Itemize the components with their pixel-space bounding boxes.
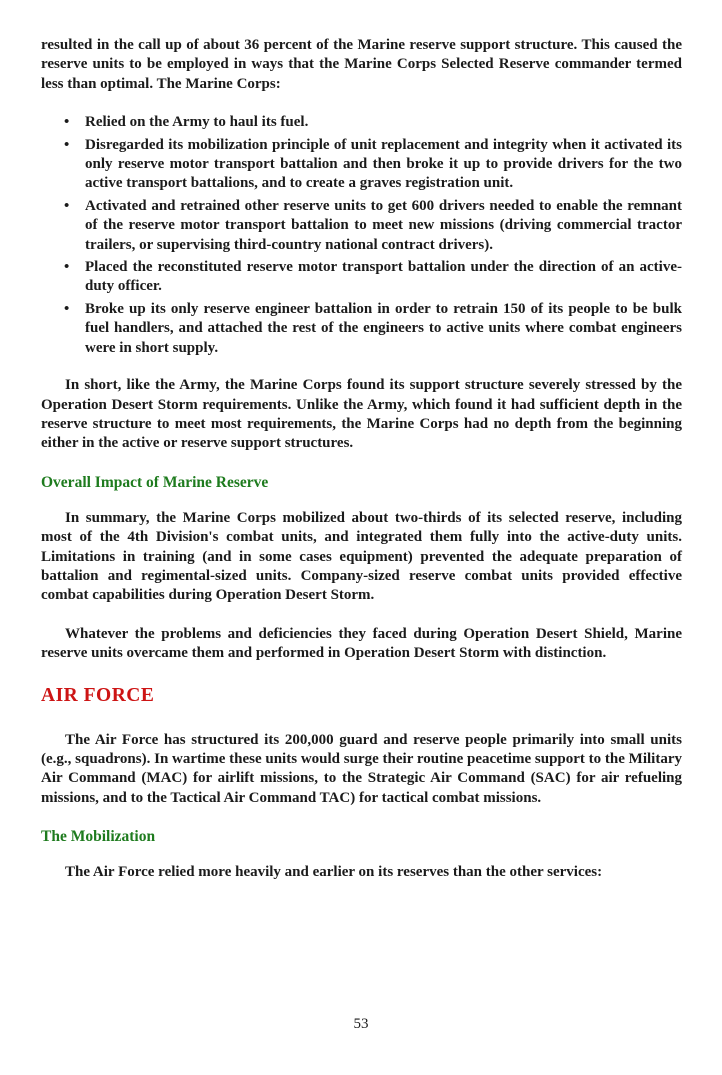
continuation-paragraph: resulted in the call up of about 36 percent of the Marine reserve support structure. This caused the reserve units to be employed in ways that the Marine Corps Selected Reserve commander termed less than optimal. The Marine Corps: [41, 37, 682, 92]
closing-paragraph: In short, like the Army, the Marine Corps found its support structure severely stressed by the Operation Desert Storm requirements. Unlike the Army, which found it had sufficient depth in the reserve structure to meet most requirements, the Marine Corps had no depth from the beginning either in the active or reserve support structures. [41, 377, 682, 452]
list-item: • Activated and retrained other reserve units to get 600 drivers needed to enable the remnant of the reserve motor transport battalion to meet new missions (driving commercial tractor trailers, or supervising third-country national contract drivers). [41, 197, 682, 255]
impact-paragraph: In summary, the Marine Corps mobilized about two-thirds of its selected reserve, including most of the 4th Division's combat units, and integrated them fully into the active-duty units. Limitations in training (and in some cases equipment) prevented the adequate preparation of battalion and regimental-sized units. Company-sized reserve combat units provided effective combat capabilities during Operation Desert Storm. [41, 509, 682, 604]
air-force-paragraph: The Air Force has structured its 200,000 guard and reserve people primarily into small units (e.g., squadrons). In wartime these units would surge their routine peacetime support to the Military Air Command (MAC) for airlift missions, to the Strategic Air Command (SAC) for air refueling missions, and to the Tactical Air Command TAC) for tactical combat missions. [41, 731, 682, 806]
section-heading-overall-impact: Overall Impact of Marine Reserve [41, 473, 269, 491]
page-number: 53 [353, 1016, 369, 1032]
list-item: • Placed the reconstituted reserve motor transport battalion under the direction of an active-duty officer. [41, 258, 682, 297]
bullet-list [41, 113, 682, 358]
impact-paragraph: Whatever the problems and deficiencies they faced during Operation Desert Shield, Marine reserve units overcame them and performed in Operation Desert Storm with distinction. [41, 625, 682, 662]
list-item: • Disregarded its mobilization principle of unit replacement and integrity when it activated its only reserve motor transport battalion and then broke it up to provide drivers for the two active transport battalions, and to create a graves registration unit. [41, 136, 682, 194]
mobilization-paragraph: The Air Force relied more heavily and earlier on its reserves than the other services: [65, 864, 603, 881]
subsection-heading-mobilization: The Mobilization [41, 828, 156, 846]
list-item: • Relied on the Army to haul its fuel. [41, 113, 682, 132]
section-heading-air-force: AIR FORCE [41, 684, 155, 706]
list-item: • Broke up its only reserve engineer battalion in order to retrain 150 of its people to be bulk fuel handlers, and attached the rest of the engineers to active units where combat engineers were in short supply. [41, 300, 682, 358]
